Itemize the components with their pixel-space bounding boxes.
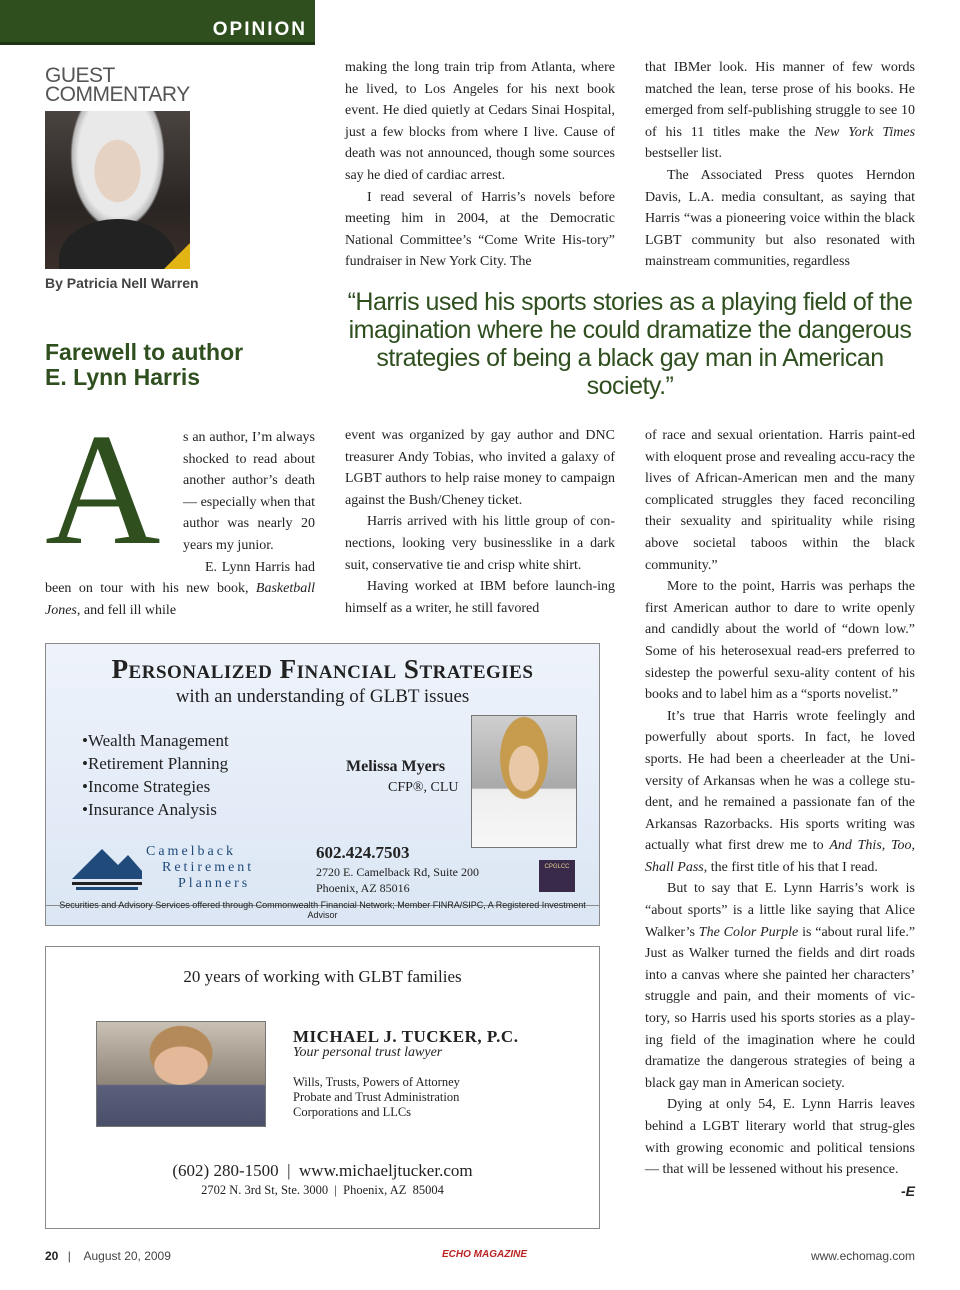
list-item: • Income Strategies	[82, 775, 229, 798]
paragraph	[645, 706, 915, 879]
paragraph: Having worked at IBM before launch-ing himself as a writer, he still favored	[345, 579, 615, 616]
list-item: Probate and Trust Administration	[293, 1090, 460, 1104]
text-run: , the first title of his that I read.	[703, 859, 878, 875]
pull-quote: “Harris used his sports stories as a playing field of the imagination where he could dramatize the dangerous strategies of being a black gay man in American society.”	[347, 288, 913, 400]
paragraph: I read several of Harris’s novels before meeting him in 2004, at the Democratic National Committee’s “Come Write His-tory” fundraiser in New York City. The	[345, 189, 615, 270]
magazine-url: www.echomag.com	[810, 1249, 915, 1263]
text-run: that IBMer look. His manner of few words matched the lean, terse prose of his books. He emerged from self-publishing struggle to see 10 of his 11 titles make the	[645, 60, 915, 140]
end-mark: -E	[901, 1182, 915, 1199]
author-portrait	[45, 111, 190, 269]
lawyer-photo	[96, 1021, 266, 1127]
text-run: is “about rural life.” Just as Walker turned the fields and dirt roads into a canvas where she painted her characters’ struggle and pain, and their moments of vic-tory, so Harris used his sports stories as a play-ing field of the imagination where he could dramatize the dangerous strategies of being a black gay man in American society.	[645, 924, 916, 1091]
logo-line: Planners	[178, 876, 251, 891]
article-column-3-top	[645, 57, 915, 273]
headline-line-1: Farewell to author	[45, 339, 244, 365]
portrait-shoulders	[59, 219, 176, 269]
firm-services	[293, 1075, 460, 1120]
text-run: Dying at only 54, E. Lynn Harris leaves behind a LGBT literary world that strug-gles with growing economic and political tensions — that will be lessened without his presence.	[645, 1097, 915, 1178]
magazine-name: ECHO MAGAZINE	[442, 1249, 527, 1260]
book-title: Basketball Jones	[45, 581, 316, 618]
section-label: OPINION	[212, 19, 307, 40]
paragraph: event was organized by gay author and DNC treasurer Andy Tobias, who invited a galaxy of LGBT authors to help raise money to campaign against the Bush/Cheney ticket.	[345, 428, 615, 508]
text-run: E. Lynn Harris had been on tour with his new book,	[45, 559, 315, 597]
page-number: 20	[45, 1249, 59, 1263]
lawyer-ad	[45, 946, 600, 1229]
address-line: Phoenix, AZ 85016	[316, 881, 410, 895]
ad-headline: 20 years of working with GLBT families	[183, 967, 462, 986]
headline	[45, 340, 315, 390]
paragraph	[645, 878, 915, 1094]
guest-commentary-kicker	[45, 66, 315, 104]
portrait-corner-accent	[164, 243, 190, 269]
logo-line: Retirement	[162, 860, 255, 875]
firm-address: 2702 N. 3rd St, Ste. 3000 | Phoenix, AZ 85004	[201, 1183, 444, 1197]
ad-services-list	[82, 729, 229, 821]
firm-logo-text	[146, 844, 254, 892]
byline: By Patricia Nell Warren	[45, 275, 199, 291]
kicker-line-1: GUEST	[45, 64, 115, 87]
drop-cap: A	[45, 400, 161, 578]
article-column-3-bottom	[645, 425, 915, 1202]
logo-line: Camelback	[146, 844, 236, 859]
paragraph: of race and sexual orientation. Harris paint-ed with eloquent prose and revealing accu-racy the lives of African-American men and the many complicated struggles they faced reconciling their sexuality and spirituality while rising above societal taboos within the black community.”	[645, 428, 915, 573]
firm-name: MICHAEL J. TUCKER, P.C.	[293, 1027, 519, 1046]
list-item: • Insurance Analysis	[82, 798, 229, 821]
paragraph: s an author, I’m always shocked to read about another author’s death — especially when that author was nearly 20 years my junior.	[183, 430, 315, 553]
kicker-line-2: COMMENTARY	[45, 83, 190, 106]
advisor-name: Melissa Myers	[346, 758, 446, 775]
text-run: But to say that E. Lynn Harris’s work is “about sports” is a little like saying that Alice Walker’s	[645, 881, 915, 940]
book-title: New York Times	[814, 124, 916, 140]
list-item: Wills, Trusts, Powers of Attorney	[293, 1075, 460, 1089]
paragraph: Harris arrived with his little group of con-nections, looking very businesslike in a dark suit, conservative tie and crisp white shirt.	[345, 514, 615, 573]
financial-ad	[45, 643, 600, 926]
section-tab	[0, 0, 315, 45]
article-column-2-top	[345, 57, 615, 273]
headline-line-2: E. Lynn Harris	[45, 364, 201, 390]
chamber-badge: CPGLCC	[539, 860, 575, 892]
footer-separator: |	[67, 1249, 71, 1263]
firm-tagline: Your personal trust lawyer	[293, 1045, 443, 1060]
paragraph: making the long train trip from Atlanta, where he lived, to Los Angeles for his next book event. He died quietly at Cedars Sinai Hospital, just a few blocks from where I live. Cause of death was not announced, though some sources say he died of cardiac arrest.	[345, 60, 615, 183]
advisor-address	[316, 864, 479, 896]
ad-disclaimer: Securities and Advisory Services offered through Commonwealth Financial Network; Member FINRA/SIPC, A Registered Investment Advisor	[59, 900, 586, 920]
list-item: • Wealth Management	[82, 729, 229, 752]
article-column-2-bottom	[345, 425, 615, 619]
paragraph	[645, 57, 915, 165]
mountain-logo-icon	[72, 841, 142, 891]
text-run: bestseller list.	[645, 146, 722, 162]
list-item: Corporations and LLCs	[293, 1105, 412, 1119]
issue-date: August 20, 2009	[83, 1249, 171, 1263]
ad-title: Personalized Financial Strategies	[111, 654, 534, 684]
advisor-credentials: CFP®, CLU	[388, 780, 459, 795]
ad-subtitle: with an understanding of GLBT issues	[175, 686, 470, 707]
paragraph: More to the point, Harris was perhaps the first American author to dare to write openly and candidly about the world of “down low.” Some of his heterosexual read-ers preferred to sidestep the powerful sexu-ality content of his books and to label him as a “sports novelist.”	[645, 579, 915, 703]
list-item: • Retirement Planning	[82, 752, 229, 775]
address-line: 2720 E. Camelback Rd, Suite 200	[316, 865, 479, 879]
book-title: And This, Too, Shall Pass	[645, 838, 915, 875]
advisor-photo	[471, 715, 577, 848]
text-run: , and fell ill while	[76, 602, 177, 618]
article-column-1	[45, 400, 316, 621]
paragraph: The Associated Press quotes Herndon Davis, L.A. media consultant, as saying that Harris “was a pioneering voice within the black LGBT community but also resonated with mainstream communities, regardless	[645, 167, 915, 270]
paragraph	[645, 1094, 915, 1199]
advisor-phone: 602.424.7503	[316, 843, 410, 862]
book-title: The Color Purple	[698, 924, 799, 940]
text-run: It’s true that Harris wrote feelingly and powerfully about sports. In fact, he loved sports. He had been a cheerleader at the Uni-versity of Arkansas when he was a college stu-dent, and he remained a passionate fan of the Arkansas Razorbacks. His sports writing was actually what first drew me to	[645, 708, 915, 854]
firm-contact: (602) 280-1500 | www.michaeljtucker.com	[172, 1161, 473, 1180]
page-footer-left	[45, 1249, 171, 1263]
